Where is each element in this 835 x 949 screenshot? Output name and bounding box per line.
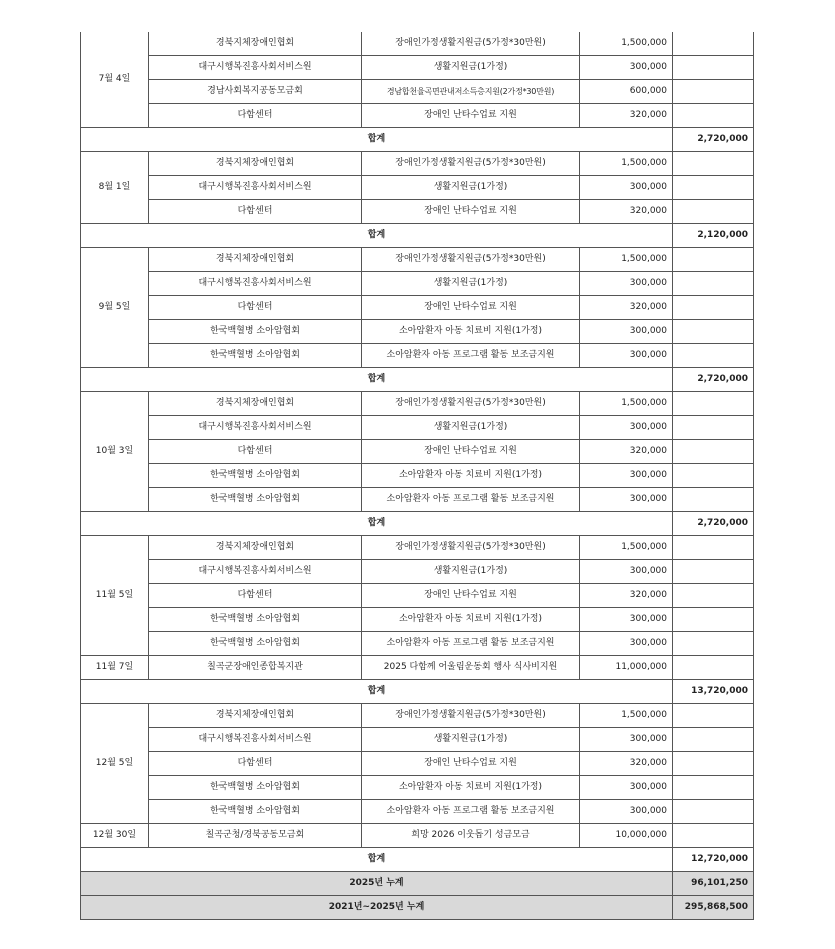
organization-cell: 다함센터 xyxy=(149,752,362,776)
organization-cell: 한국백혈병 소아암협회 xyxy=(149,632,362,656)
amount-cell: 1,500,000 xyxy=(580,704,673,728)
empty-cell xyxy=(673,344,754,368)
empty-cell xyxy=(673,80,754,104)
organization-cell: 대구시행복진흥사회서비스원 xyxy=(149,416,362,440)
amount-cell: 300,000 xyxy=(580,344,673,368)
purpose-cell: 장애인가정생활지원금(5가정*30만원) xyxy=(362,32,580,56)
subtotal-label: 합계 xyxy=(81,680,673,704)
amount-cell: 600,000 xyxy=(580,80,673,104)
organization-cell: 다함센터 xyxy=(149,584,362,608)
purpose-cell: 장애인 난타수업료 지원 xyxy=(362,440,580,464)
table-row xyxy=(81,728,754,752)
organization-cell: 경북지체장애인협회 xyxy=(149,152,362,176)
organization-cell: 한국백혈병 소아암협회 xyxy=(149,776,362,800)
purpose-cell: 소아암환자 아동 치료비 지원(1가정) xyxy=(362,464,580,488)
empty-cell xyxy=(673,560,754,584)
organization-cell: 대구시행복진흥사회서비스원 xyxy=(149,176,362,200)
organization-cell: 한국백혈병 소아암협회 xyxy=(149,608,362,632)
amount-cell: 300,000 xyxy=(580,272,673,296)
empty-cell xyxy=(673,152,754,176)
empty-cell xyxy=(673,752,754,776)
table-row xyxy=(81,320,754,344)
subtotal-label: 합계 xyxy=(81,512,673,536)
purpose-cell: 장애인 난타수업료 지원 xyxy=(362,584,580,608)
purpose-cell: 생활지원금(1가정) xyxy=(362,416,580,440)
amount-cell: 10,000,000 xyxy=(580,824,673,848)
empty-cell xyxy=(673,704,754,728)
organization-cell: 대구시행복진흥사회서비스원 xyxy=(149,560,362,584)
organization-cell: 대구시행복진흥사회서비스원 xyxy=(149,272,362,296)
organization-cell: 다함센터 xyxy=(149,296,362,320)
table-row xyxy=(81,272,754,296)
amount-cell: 300,000 xyxy=(580,608,673,632)
table-row xyxy=(81,776,754,800)
empty-cell xyxy=(673,248,754,272)
purpose-cell: 소아암환자 아동 프로그램 활동 보조금지원 xyxy=(362,800,580,824)
table-row xyxy=(81,56,754,80)
empty-cell xyxy=(673,608,754,632)
table-row xyxy=(81,584,754,608)
purpose-cell: 소아암환자 아동 치료비 지원(1가정) xyxy=(362,608,580,632)
purpose-cell: 장애인가정생활지원금(5가정*30만원) xyxy=(362,536,580,560)
amount-cell: 300,000 xyxy=(580,632,673,656)
empty-cell xyxy=(673,776,754,800)
purpose-cell: 생활지원금(1가정) xyxy=(362,560,580,584)
amount-cell: 11,000,000 xyxy=(580,656,673,680)
table-row xyxy=(81,248,754,272)
table-row xyxy=(81,656,754,680)
organization-cell: 한국백혈병 소아암협회 xyxy=(149,488,362,512)
table-row xyxy=(81,800,754,824)
subtotal-row xyxy=(81,512,754,536)
subtotal-amount: 12,720,000 xyxy=(673,848,754,872)
subtotal-amount: 13,720,000 xyxy=(673,680,754,704)
table-row xyxy=(81,296,754,320)
table-row xyxy=(81,392,754,416)
empty-cell xyxy=(673,728,754,752)
table-row xyxy=(81,104,754,128)
empty-cell xyxy=(673,56,754,80)
amount-cell: 300,000 xyxy=(580,56,673,80)
empty-cell xyxy=(673,104,754,128)
cumulative-label: 2021년~2025년 누계 xyxy=(81,896,673,920)
organization-cell: 경북지체장애인협회 xyxy=(149,32,362,56)
empty-cell xyxy=(673,320,754,344)
empty-cell xyxy=(673,632,754,656)
empty-cell xyxy=(673,176,754,200)
amount-cell: 1,500,000 xyxy=(580,32,673,56)
subtotal-row xyxy=(81,224,754,248)
empty-cell xyxy=(673,416,754,440)
table-row xyxy=(81,176,754,200)
purpose-cell: 경남합천율곡면관내저소득층지원(2가정*30만원) xyxy=(362,80,580,104)
table-row xyxy=(81,80,754,104)
amount-cell: 1,500,000 xyxy=(580,536,673,560)
date-cell: 12월 30일 xyxy=(81,824,149,848)
purpose-cell: 소아암환자 아동 프로그램 활동 보조금지원 xyxy=(362,344,580,368)
organization-cell: 한국백혈병 소아암협회 xyxy=(149,344,362,368)
amount-cell: 300,000 xyxy=(580,560,673,584)
empty-cell xyxy=(673,440,754,464)
organization-cell: 다함센터 xyxy=(149,104,362,128)
date-cell: 11월 7일 xyxy=(81,656,149,680)
subtotal-row xyxy=(81,128,754,152)
purpose-cell: 장애인가정생활지원금(5가정*30만원) xyxy=(362,152,580,176)
purpose-cell: 장애인 난타수업료 지원 xyxy=(362,296,580,320)
table-row xyxy=(81,824,754,848)
purpose-cell: 생활지원금(1가정) xyxy=(362,728,580,752)
date-cell: 8월 1일 xyxy=(81,152,149,224)
organization-cell: 한국백혈병 소아암협회 xyxy=(149,800,362,824)
purpose-cell: 장애인 난타수업료 지원 xyxy=(362,200,580,224)
date-cell: 10월 3일 xyxy=(81,392,149,512)
amount-cell: 320,000 xyxy=(580,584,673,608)
empty-cell xyxy=(673,272,754,296)
empty-cell xyxy=(673,488,754,512)
purpose-cell: 생활지원금(1가정) xyxy=(362,56,580,80)
empty-cell xyxy=(673,32,754,56)
table-row xyxy=(81,344,754,368)
empty-cell xyxy=(673,200,754,224)
empty-cell xyxy=(673,584,754,608)
cumulative-label: 2025년 누계 xyxy=(81,872,673,896)
amount-cell: 320,000 xyxy=(580,104,673,128)
organization-cell: 경북지체장애인협회 xyxy=(149,392,362,416)
amount-cell: 300,000 xyxy=(580,416,673,440)
organization-cell: 한국백혈병 소아암협회 xyxy=(149,464,362,488)
amount-cell: 320,000 xyxy=(580,752,673,776)
purpose-cell: 장애인가정생활지원금(5가정*30만원) xyxy=(362,704,580,728)
donation-ledger-table xyxy=(80,32,754,920)
purpose-cell: 생활지원금(1가정) xyxy=(362,176,580,200)
amount-cell: 300,000 xyxy=(580,320,673,344)
amount-cell: 320,000 xyxy=(580,296,673,320)
table-row xyxy=(81,536,754,560)
empty-cell xyxy=(673,296,754,320)
cumulative-amount: 96,101,250 xyxy=(673,872,754,896)
organization-cell: 대구시행복진흥사회서비스원 xyxy=(149,56,362,80)
organization-cell: 칠곡군청/경북공동모금회 xyxy=(149,824,362,848)
amount-cell: 300,000 xyxy=(580,776,673,800)
amount-cell: 1,500,000 xyxy=(580,392,673,416)
organization-cell: 대구시행복진흥사회서비스원 xyxy=(149,728,362,752)
empty-cell xyxy=(673,656,754,680)
purpose-cell: 생활지원금(1가정) xyxy=(362,272,580,296)
organization-cell: 경북지체장애인협회 xyxy=(149,248,362,272)
amount-cell: 300,000 xyxy=(580,800,673,824)
purpose-cell: 소아암환자 아동 치료비 지원(1가정) xyxy=(362,776,580,800)
table-row xyxy=(81,200,754,224)
date-cell: 11월 5일 xyxy=(81,536,149,656)
cumulative-total-row xyxy=(81,896,754,920)
amount-cell: 300,000 xyxy=(580,728,673,752)
amount-cell: 320,000 xyxy=(580,200,673,224)
amount-cell: 300,000 xyxy=(580,488,673,512)
amount-cell: 300,000 xyxy=(580,464,673,488)
cumulative-total-row xyxy=(81,872,754,896)
empty-cell xyxy=(673,464,754,488)
organization-cell: 경남사회복지공동모금회 xyxy=(149,80,362,104)
purpose-cell: 장애인가정생활지원금(5가정*30만원) xyxy=(362,392,580,416)
purpose-cell: 소아암환자 아동 프로그램 활동 보조금지원 xyxy=(362,488,580,512)
empty-cell xyxy=(673,824,754,848)
organization-cell: 경북지체장애인협회 xyxy=(149,704,362,728)
cumulative-amount: 295,868,500 xyxy=(673,896,754,920)
empty-cell xyxy=(673,800,754,824)
subtotal-amount: 2,720,000 xyxy=(673,128,754,152)
date-cell: 7월 4일 xyxy=(81,32,149,128)
table-row xyxy=(81,152,754,176)
subtotal-row xyxy=(81,368,754,392)
empty-cell xyxy=(673,392,754,416)
empty-cell xyxy=(673,536,754,560)
purpose-cell: 희망 2026 이웃돕기 성금모금 xyxy=(362,824,580,848)
table-row xyxy=(81,608,754,632)
organization-cell: 다함센터 xyxy=(149,440,362,464)
table-row xyxy=(81,32,754,56)
table-row xyxy=(81,488,754,512)
organization-cell: 한국백혈병 소아암협회 xyxy=(149,320,362,344)
amount-cell: 1,500,000 xyxy=(580,248,673,272)
organization-cell: 다함센터 xyxy=(149,200,362,224)
subtotal-label: 합계 xyxy=(81,848,673,872)
organization-cell: 경북지체장애인협회 xyxy=(149,536,362,560)
subtotal-row xyxy=(81,680,754,704)
subtotal-amount: 2,720,000 xyxy=(673,512,754,536)
table-row xyxy=(81,560,754,584)
subtotal-row xyxy=(81,848,754,872)
purpose-cell: 장애인 난타수업료 지원 xyxy=(362,752,580,776)
subtotal-amount: 2,120,000 xyxy=(673,224,754,248)
amount-cell: 320,000 xyxy=(580,440,673,464)
subtotal-label: 합계 xyxy=(81,368,673,392)
purpose-cell: 장애인 난타수업료 지원 xyxy=(362,104,580,128)
subtotal-amount: 2,720,000 xyxy=(673,368,754,392)
subtotal-label: 합계 xyxy=(81,128,673,152)
purpose-cell: 2025 다함께 어울림운동회 행사 식사비지원 xyxy=(362,656,580,680)
table-row xyxy=(81,752,754,776)
purpose-cell: 장애인가정생활지원금(5가정*30만원) xyxy=(362,248,580,272)
purpose-cell: 소아암환자 아동 프로그램 활동 보조금지원 xyxy=(362,632,580,656)
subtotal-label: 합계 xyxy=(81,224,673,248)
table-row xyxy=(81,440,754,464)
table-row xyxy=(81,704,754,728)
ledger-body xyxy=(81,32,754,920)
amount-cell: 1,500,000 xyxy=(580,152,673,176)
date-cell: 9월 5일 xyxy=(81,248,149,368)
amount-cell: 300,000 xyxy=(580,176,673,200)
organization-cell: 칠곡군장애인종합복지관 xyxy=(149,656,362,680)
date-cell: 12월 5일 xyxy=(81,704,149,824)
table-row xyxy=(81,416,754,440)
table-row xyxy=(81,632,754,656)
table-row xyxy=(81,464,754,488)
purpose-cell: 소아암환자 아동 치료비 지원(1가정) xyxy=(362,320,580,344)
